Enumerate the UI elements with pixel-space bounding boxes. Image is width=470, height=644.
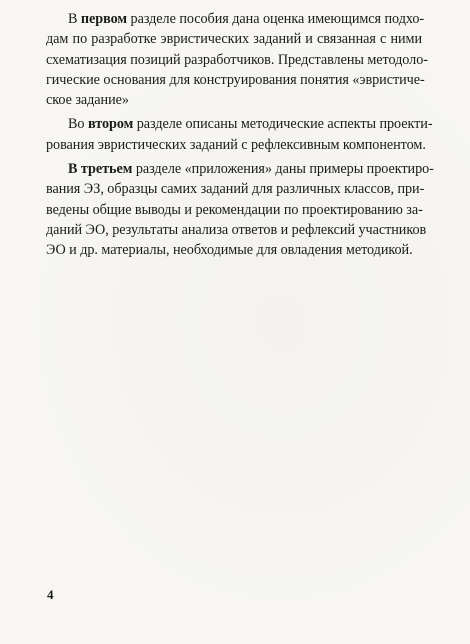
text-line: ЭО и др. материалы, необходимые для овладения методикой. bbox=[46, 242, 413, 259]
text-line: Во втором разделе описаны методические аспекты проекти- bbox=[68, 116, 433, 133]
text-line: ское задание» bbox=[46, 92, 129, 109]
text-line: даний ЭО, результаты анализа ответов и рефлексий участников bbox=[46, 221, 427, 238]
text-line: В третьем разделе «приложения» даны примеры проектиро- bbox=[68, 161, 434, 178]
text-line: схематизация позиций разработчиков. Представлены методоло- bbox=[46, 51, 428, 68]
paragraph-third-section bbox=[46, 159, 434, 260]
text-line: вания ЭЗ, образцы самих заданий для различных классов, при- bbox=[46, 181, 425, 198]
text-line: В первом разделе пособия дана оценка имеющимся подхо- bbox=[68, 11, 425, 27]
paragraph-first-section bbox=[46, 9, 428, 110]
page-number: 4 bbox=[47, 587, 54, 602]
paragraph-second-section bbox=[46, 114, 433, 155]
body-text bbox=[46, 9, 434, 265]
text-line: дам по разработке эвристических заданий и связанная с ними bbox=[46, 31, 422, 48]
text-line: ведены общие выводы и рекомендации по проектированию за- bbox=[46, 201, 423, 218]
text-line: рования эвристических заданий с рефлексивным компонентом. bbox=[46, 136, 426, 153]
text-line: гические основания для конструирования понятия «эвристиче- bbox=[46, 71, 425, 88]
